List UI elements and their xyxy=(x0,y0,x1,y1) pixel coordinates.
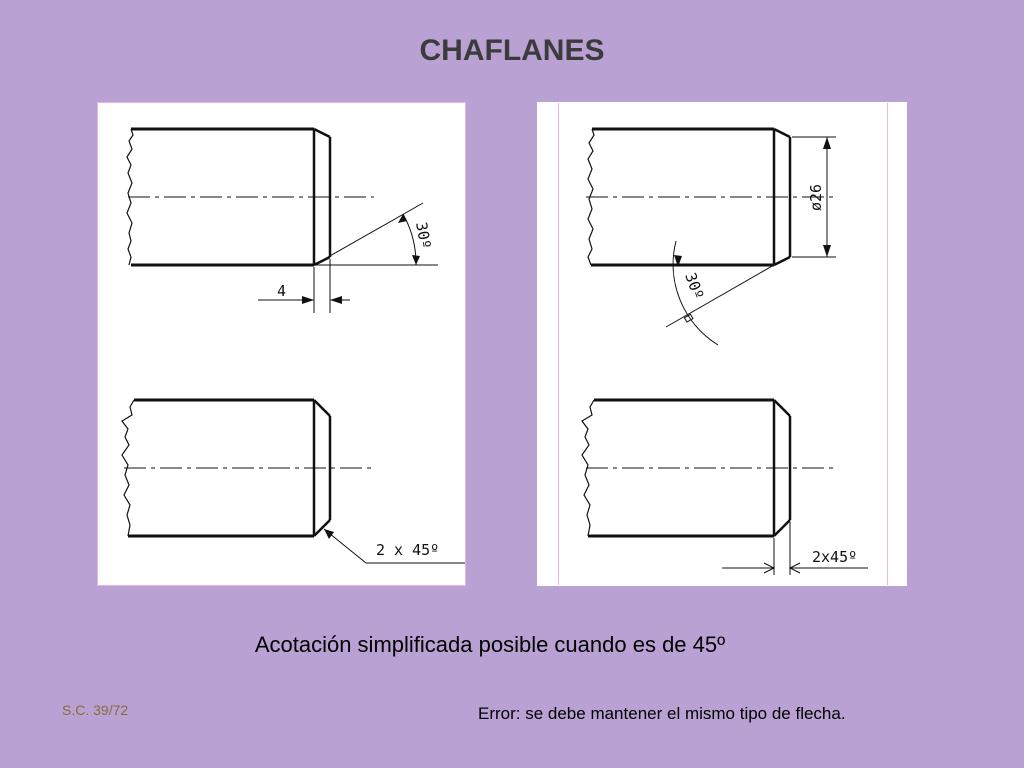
left-drawing-canvas xyxy=(98,103,465,585)
chamfer-top xyxy=(774,400,790,416)
chamfer-bottom xyxy=(774,520,790,536)
angle-chamfer-extension xyxy=(666,265,774,327)
right-angle-label: 30º xyxy=(681,270,708,302)
right-chamfer-label: 2x45º xyxy=(812,548,858,566)
left-drawing-panel xyxy=(97,102,466,586)
error-note: Error: se debe mantener el mismo tipo de flecha. xyxy=(478,704,846,723)
left-chamfer-label: 2 x 45º xyxy=(376,541,440,559)
leader-arrowhead xyxy=(324,529,334,539)
chamfer-top xyxy=(774,129,790,137)
left-length-label: 4 xyxy=(277,282,287,300)
angle-arrowhead-bottom xyxy=(412,255,420,265)
right-diameter-label: ø26 xyxy=(807,183,825,211)
chamfer-top xyxy=(314,129,330,137)
length-arrowhead-left xyxy=(302,296,314,304)
right-drawing-canvas xyxy=(538,103,906,585)
diameter-arrowhead-bottom xyxy=(823,245,831,257)
diameter-arrowhead-top xyxy=(823,137,831,149)
left-angle-label: 30º xyxy=(412,220,435,251)
chamfer-bottom xyxy=(774,257,790,265)
left-bottom-shaft xyxy=(122,400,465,563)
chamfer-top xyxy=(314,400,330,416)
length-arrowhead-right xyxy=(330,296,342,304)
slide-number: S.C. 39/72 xyxy=(62,702,129,718)
slide-title: CHAFLANES xyxy=(419,34,605,67)
right-top-shaft xyxy=(586,129,838,345)
caption: Acotación simplificada posible cuando es de 45º xyxy=(254,632,726,657)
right-drawing-panel xyxy=(537,102,907,586)
